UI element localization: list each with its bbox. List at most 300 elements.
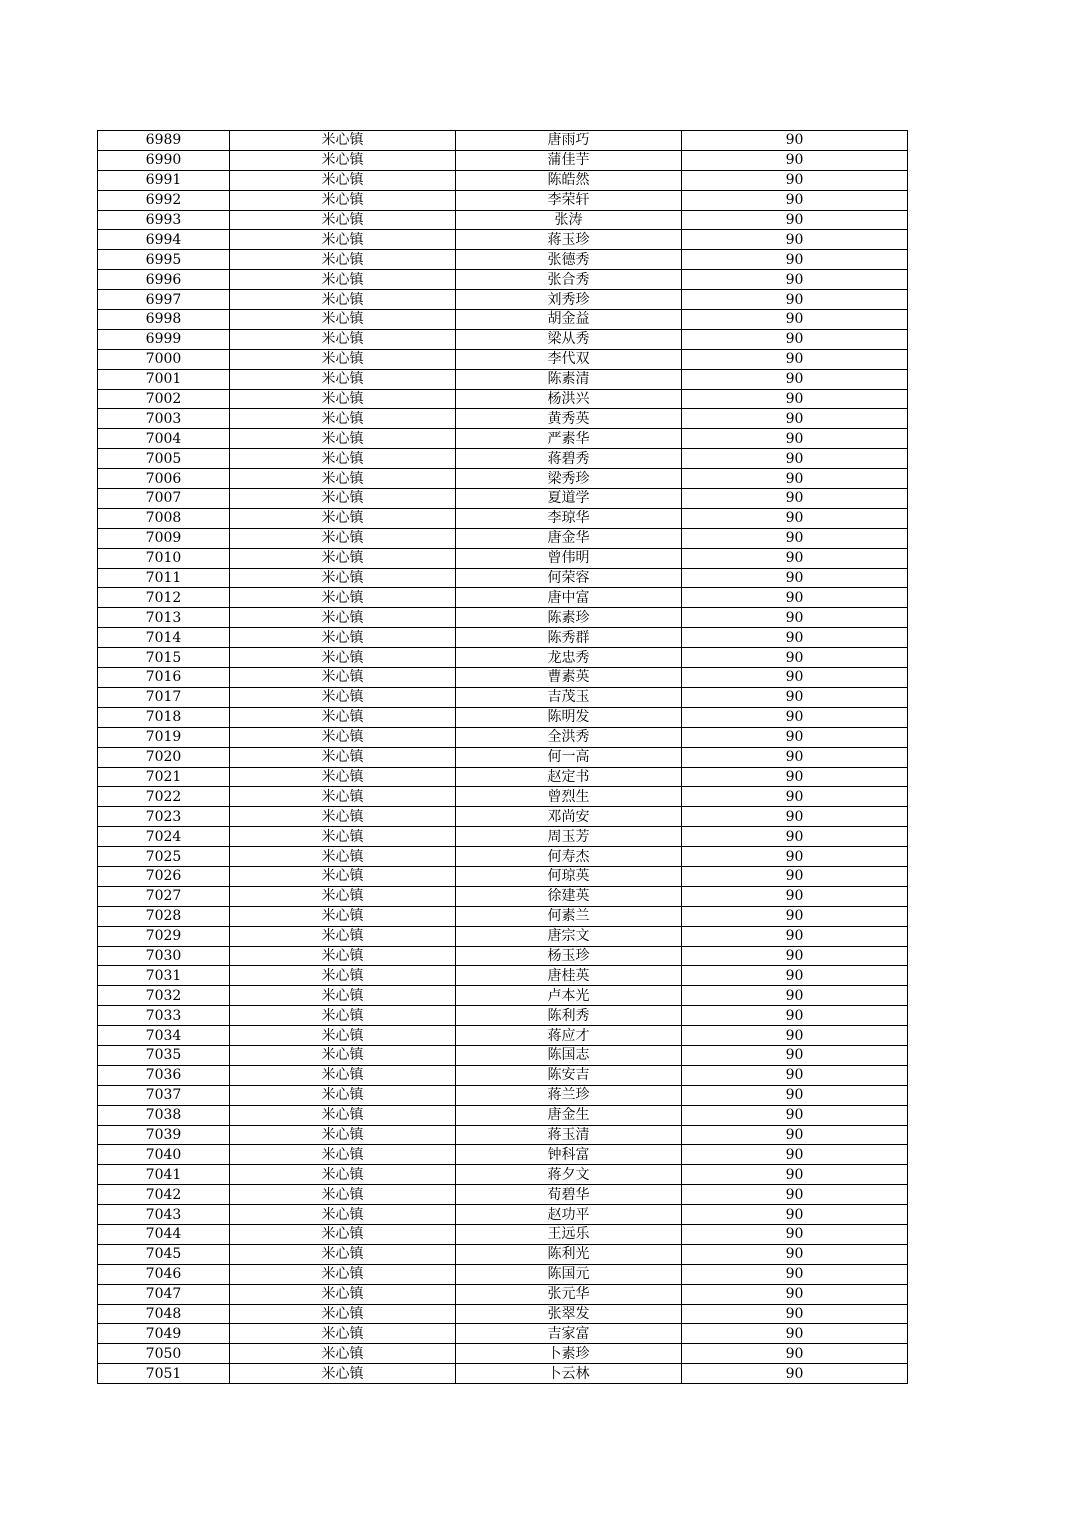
town-cell: 米心镇 bbox=[230, 1264, 456, 1284]
row-number-cell: 7026 bbox=[98, 866, 230, 886]
row-number-cell: 7037 bbox=[98, 1085, 230, 1105]
row-number-cell: 7035 bbox=[98, 1045, 230, 1065]
name-cell: 唐桂英 bbox=[456, 966, 682, 986]
town-cell: 米心镇 bbox=[230, 946, 456, 966]
row-number-cell: 6992 bbox=[98, 190, 230, 210]
table-row bbox=[98, 1264, 908, 1284]
row-number-cell: 6989 bbox=[98, 131, 230, 151]
table-row bbox=[98, 329, 908, 349]
value-cell: 90 bbox=[682, 1244, 908, 1264]
town-cell: 米心镇 bbox=[230, 668, 456, 688]
table-row bbox=[98, 1026, 908, 1046]
table-row bbox=[98, 727, 908, 747]
value-cell: 90 bbox=[682, 866, 908, 886]
table-row bbox=[98, 986, 908, 1006]
town-cell: 米心镇 bbox=[230, 1224, 456, 1244]
table-row bbox=[98, 787, 908, 807]
town-cell: 米心镇 bbox=[230, 1006, 456, 1026]
row-number-cell: 7044 bbox=[98, 1224, 230, 1244]
name-cell: 卜素珍 bbox=[456, 1344, 682, 1364]
table-row bbox=[98, 1105, 908, 1125]
table-row bbox=[98, 489, 908, 509]
row-number-cell: 7046 bbox=[98, 1264, 230, 1284]
value-cell: 90 bbox=[682, 1284, 908, 1304]
value-cell: 90 bbox=[682, 906, 908, 926]
row-number-cell: 7015 bbox=[98, 648, 230, 668]
name-cell: 何素兰 bbox=[456, 906, 682, 926]
value-cell: 90 bbox=[682, 767, 908, 787]
value-cell: 90 bbox=[682, 1264, 908, 1284]
table-row bbox=[98, 250, 908, 270]
value-cell: 90 bbox=[682, 469, 908, 489]
name-cell: 张德秀 bbox=[456, 250, 682, 270]
table-row bbox=[98, 290, 908, 310]
name-cell: 陈利秀 bbox=[456, 1006, 682, 1026]
value-cell: 90 bbox=[682, 1065, 908, 1085]
table-row bbox=[98, 1085, 908, 1105]
town-cell: 米心镇 bbox=[230, 1364, 456, 1384]
table-row bbox=[98, 230, 908, 250]
town-cell: 米心镇 bbox=[230, 966, 456, 986]
town-cell: 米心镇 bbox=[230, 707, 456, 727]
row-number-cell: 6997 bbox=[98, 290, 230, 310]
value-cell: 90 bbox=[682, 131, 908, 151]
name-cell: 张合秀 bbox=[456, 270, 682, 290]
table-row bbox=[98, 1065, 908, 1085]
row-number-cell: 7001 bbox=[98, 369, 230, 389]
table-row bbox=[98, 1344, 908, 1364]
name-cell: 周玉芳 bbox=[456, 827, 682, 847]
town-cell: 米心镇 bbox=[230, 866, 456, 886]
name-cell: 蒋玉珍 bbox=[456, 230, 682, 250]
value-cell: 90 bbox=[682, 827, 908, 847]
value-cell: 90 bbox=[682, 429, 908, 449]
value-cell: 90 bbox=[682, 548, 908, 568]
row-number-cell: 7023 bbox=[98, 807, 230, 827]
row-number-cell: 7045 bbox=[98, 1244, 230, 1264]
name-cell: 李琼华 bbox=[456, 508, 682, 528]
value-cell: 90 bbox=[682, 966, 908, 986]
name-cell: 唐雨巧 bbox=[456, 131, 682, 151]
town-cell: 米心镇 bbox=[230, 528, 456, 548]
row-number-cell: 7011 bbox=[98, 568, 230, 588]
row-number-cell: 7027 bbox=[98, 886, 230, 906]
value-cell: 90 bbox=[682, 568, 908, 588]
town-cell: 米心镇 bbox=[230, 131, 456, 151]
table-row bbox=[98, 190, 908, 210]
table-row bbox=[98, 807, 908, 827]
town-cell: 米心镇 bbox=[230, 1185, 456, 1205]
name-cell: 唐宗文 bbox=[456, 926, 682, 946]
row-number-cell: 7025 bbox=[98, 847, 230, 867]
name-cell: 李代双 bbox=[456, 349, 682, 369]
table-row bbox=[98, 1205, 908, 1225]
table-row bbox=[98, 150, 908, 170]
town-cell: 米心镇 bbox=[230, 886, 456, 906]
row-number-cell: 7008 bbox=[98, 508, 230, 528]
value-cell: 90 bbox=[682, 668, 908, 688]
table-row bbox=[98, 548, 908, 568]
town-cell: 米心镇 bbox=[230, 548, 456, 568]
row-number-cell: 7042 bbox=[98, 1185, 230, 1205]
town-cell: 米心镇 bbox=[230, 1105, 456, 1125]
town-cell: 米心镇 bbox=[230, 1344, 456, 1364]
name-cell: 何荣容 bbox=[456, 568, 682, 588]
name-cell: 梁秀珍 bbox=[456, 469, 682, 489]
table-row bbox=[98, 1364, 908, 1384]
row-number-cell: 6996 bbox=[98, 270, 230, 290]
value-cell: 90 bbox=[682, 270, 908, 290]
name-cell: 龙忠秀 bbox=[456, 648, 682, 668]
name-cell: 严素华 bbox=[456, 429, 682, 449]
town-cell: 米心镇 bbox=[230, 1125, 456, 1145]
table-body bbox=[98, 131, 908, 1384]
table-row bbox=[98, 210, 908, 230]
value-cell: 90 bbox=[682, 1185, 908, 1205]
value-cell: 90 bbox=[682, 449, 908, 469]
name-cell: 杨玉珍 bbox=[456, 946, 682, 966]
name-cell: 陈素珍 bbox=[456, 608, 682, 628]
table-row bbox=[98, 349, 908, 369]
name-cell: 赵功平 bbox=[456, 1205, 682, 1225]
table-row bbox=[98, 310, 908, 330]
name-cell: 蒋玉清 bbox=[456, 1125, 682, 1145]
row-number-cell: 7032 bbox=[98, 986, 230, 1006]
town-cell: 米心镇 bbox=[230, 1324, 456, 1344]
value-cell: 90 bbox=[682, 687, 908, 707]
row-number-cell: 7021 bbox=[98, 767, 230, 787]
table-row bbox=[98, 270, 908, 290]
name-cell: 蒋兰珍 bbox=[456, 1085, 682, 1105]
table-row bbox=[98, 886, 908, 906]
value-cell: 90 bbox=[682, 608, 908, 628]
value-cell: 90 bbox=[682, 369, 908, 389]
value-cell: 90 bbox=[682, 310, 908, 330]
value-cell: 90 bbox=[682, 847, 908, 867]
town-cell: 米心镇 bbox=[230, 270, 456, 290]
value-cell: 90 bbox=[682, 409, 908, 429]
table-row bbox=[98, 170, 908, 190]
value-cell: 90 bbox=[682, 807, 908, 827]
row-number-cell: 6990 bbox=[98, 150, 230, 170]
name-cell: 曾伟明 bbox=[456, 548, 682, 568]
town-cell: 米心镇 bbox=[230, 210, 456, 230]
town-cell: 米心镇 bbox=[230, 1026, 456, 1046]
name-cell: 梁从秀 bbox=[456, 329, 682, 349]
row-number-cell: 7000 bbox=[98, 349, 230, 369]
name-cell: 徐建英 bbox=[456, 886, 682, 906]
town-cell: 米心镇 bbox=[230, 150, 456, 170]
name-cell: 吉家富 bbox=[456, 1324, 682, 1344]
row-number-cell: 7040 bbox=[98, 1145, 230, 1165]
row-number-cell: 7029 bbox=[98, 926, 230, 946]
table-row bbox=[98, 1244, 908, 1264]
table-row bbox=[98, 528, 908, 548]
value-cell: 90 bbox=[682, 1324, 908, 1344]
value-cell: 90 bbox=[682, 1006, 908, 1026]
value-cell: 90 bbox=[682, 389, 908, 409]
name-cell: 吉茂玉 bbox=[456, 687, 682, 707]
town-cell: 米心镇 bbox=[230, 727, 456, 747]
value-cell: 90 bbox=[682, 1145, 908, 1165]
value-cell: 90 bbox=[682, 190, 908, 210]
town-cell: 米心镇 bbox=[230, 310, 456, 330]
row-number-cell: 7002 bbox=[98, 389, 230, 409]
table-row bbox=[98, 588, 908, 608]
row-number-cell: 7024 bbox=[98, 827, 230, 847]
name-cell: 钟科富 bbox=[456, 1145, 682, 1165]
value-cell: 90 bbox=[682, 1105, 908, 1125]
name-cell: 陈秀群 bbox=[456, 628, 682, 648]
table-row bbox=[98, 1185, 908, 1205]
name-cell: 陈素清 bbox=[456, 369, 682, 389]
table-row bbox=[98, 1224, 908, 1244]
name-cell: 张元华 bbox=[456, 1284, 682, 1304]
town-cell: 米心镇 bbox=[230, 847, 456, 867]
name-cell: 蒲佳芋 bbox=[456, 150, 682, 170]
value-cell: 90 bbox=[682, 230, 908, 250]
town-cell: 米心镇 bbox=[230, 807, 456, 827]
value-cell: 90 bbox=[682, 290, 908, 310]
name-cell: 卜云林 bbox=[456, 1364, 682, 1384]
name-cell: 王远乐 bbox=[456, 1224, 682, 1244]
value-cell: 90 bbox=[682, 210, 908, 230]
table-row bbox=[98, 409, 908, 429]
row-number-cell: 7007 bbox=[98, 489, 230, 509]
row-number-cell: 7006 bbox=[98, 469, 230, 489]
town-cell: 米心镇 bbox=[230, 449, 456, 469]
table-row bbox=[98, 827, 908, 847]
name-cell: 陈国志 bbox=[456, 1045, 682, 1065]
row-number-cell: 7017 bbox=[98, 687, 230, 707]
value-cell: 90 bbox=[682, 1165, 908, 1185]
value-cell: 90 bbox=[682, 747, 908, 767]
value-cell: 90 bbox=[682, 1344, 908, 1364]
row-number-cell: 7039 bbox=[98, 1125, 230, 1145]
name-cell: 张涛 bbox=[456, 210, 682, 230]
name-cell: 陈明发 bbox=[456, 707, 682, 727]
town-cell: 米心镇 bbox=[230, 230, 456, 250]
town-cell: 米心镇 bbox=[230, 170, 456, 190]
name-cell: 曾烈生 bbox=[456, 787, 682, 807]
value-cell: 90 bbox=[682, 926, 908, 946]
town-cell: 米心镇 bbox=[230, 389, 456, 409]
town-cell: 米心镇 bbox=[230, 687, 456, 707]
value-cell: 90 bbox=[682, 1205, 908, 1225]
value-cell: 90 bbox=[682, 250, 908, 270]
town-cell: 米心镇 bbox=[230, 1284, 456, 1304]
town-cell: 米心镇 bbox=[230, 1085, 456, 1105]
table-row bbox=[98, 449, 908, 469]
town-cell: 米心镇 bbox=[230, 469, 456, 489]
town-cell: 米心镇 bbox=[230, 1304, 456, 1324]
town-cell: 米心镇 bbox=[230, 986, 456, 1006]
town-cell: 米心镇 bbox=[230, 1145, 456, 1165]
name-cell: 唐金华 bbox=[456, 528, 682, 548]
row-number-cell: 7041 bbox=[98, 1165, 230, 1185]
row-number-cell: 6991 bbox=[98, 170, 230, 190]
row-number-cell: 6993 bbox=[98, 210, 230, 230]
town-cell: 米心镇 bbox=[230, 747, 456, 767]
table-row bbox=[98, 568, 908, 588]
town-cell: 米心镇 bbox=[230, 1045, 456, 1065]
table-row bbox=[98, 429, 908, 449]
name-cell: 蒋应才 bbox=[456, 1026, 682, 1046]
row-number-cell: 6999 bbox=[98, 329, 230, 349]
table-row bbox=[98, 369, 908, 389]
data-table bbox=[97, 130, 908, 1384]
town-cell: 米心镇 bbox=[230, 1244, 456, 1264]
row-number-cell: 7012 bbox=[98, 588, 230, 608]
row-number-cell: 7014 bbox=[98, 628, 230, 648]
value-cell: 90 bbox=[682, 170, 908, 190]
value-cell: 90 bbox=[682, 1125, 908, 1145]
value-cell: 90 bbox=[682, 1224, 908, 1244]
table-row bbox=[98, 1045, 908, 1065]
table-row bbox=[98, 847, 908, 867]
town-cell: 米心镇 bbox=[230, 250, 456, 270]
table-row bbox=[98, 1125, 908, 1145]
row-number-cell: 7031 bbox=[98, 966, 230, 986]
town-cell: 米心镇 bbox=[230, 489, 456, 509]
table-row bbox=[98, 707, 908, 727]
town-cell: 米心镇 bbox=[230, 369, 456, 389]
name-cell: 荀碧华 bbox=[456, 1185, 682, 1205]
name-cell: 夏道学 bbox=[456, 489, 682, 509]
name-cell: 邓尚安 bbox=[456, 807, 682, 827]
town-cell: 米心镇 bbox=[230, 1205, 456, 1225]
town-cell: 米心镇 bbox=[230, 608, 456, 628]
row-number-cell: 7010 bbox=[98, 548, 230, 568]
row-number-cell: 7018 bbox=[98, 707, 230, 727]
value-cell: 90 bbox=[682, 1304, 908, 1324]
row-number-cell: 7013 bbox=[98, 608, 230, 628]
table-row bbox=[98, 946, 908, 966]
value-cell: 90 bbox=[682, 489, 908, 509]
name-cell: 刘秀珍 bbox=[456, 290, 682, 310]
town-cell: 米心镇 bbox=[230, 906, 456, 926]
value-cell: 90 bbox=[682, 349, 908, 369]
town-cell: 米心镇 bbox=[230, 1165, 456, 1185]
value-cell: 90 bbox=[682, 727, 908, 747]
name-cell: 赵定书 bbox=[456, 767, 682, 787]
row-number-cell: 7016 bbox=[98, 668, 230, 688]
table-row bbox=[98, 648, 908, 668]
value-cell: 90 bbox=[682, 648, 908, 668]
row-number-cell: 7020 bbox=[98, 747, 230, 767]
name-cell: 唐中富 bbox=[456, 588, 682, 608]
row-number-cell: 7004 bbox=[98, 429, 230, 449]
row-number-cell: 7030 bbox=[98, 946, 230, 966]
town-cell: 米心镇 bbox=[230, 926, 456, 946]
table-row bbox=[98, 131, 908, 151]
row-number-cell: 7038 bbox=[98, 1105, 230, 1125]
row-number-cell: 7028 bbox=[98, 906, 230, 926]
town-cell: 米心镇 bbox=[230, 827, 456, 847]
table-row bbox=[98, 668, 908, 688]
row-number-cell: 7036 bbox=[98, 1065, 230, 1085]
name-cell: 李荣轩 bbox=[456, 190, 682, 210]
value-cell: 90 bbox=[682, 329, 908, 349]
name-cell: 胡金益 bbox=[456, 310, 682, 330]
row-number-cell: 6998 bbox=[98, 310, 230, 330]
table-row bbox=[98, 1006, 908, 1026]
value-cell: 90 bbox=[682, 528, 908, 548]
town-cell: 米心镇 bbox=[230, 628, 456, 648]
town-cell: 米心镇 bbox=[230, 190, 456, 210]
table-row bbox=[98, 508, 908, 528]
row-number-cell: 7050 bbox=[98, 1344, 230, 1364]
row-number-cell: 7033 bbox=[98, 1006, 230, 1026]
table-row bbox=[98, 687, 908, 707]
town-cell: 米心镇 bbox=[230, 648, 456, 668]
name-cell: 蒋夕文 bbox=[456, 1165, 682, 1185]
row-number-cell: 7051 bbox=[98, 1364, 230, 1384]
value-cell: 90 bbox=[682, 1364, 908, 1384]
name-cell: 何寿杰 bbox=[456, 847, 682, 867]
row-number-cell: 7005 bbox=[98, 449, 230, 469]
value-cell: 90 bbox=[682, 946, 908, 966]
row-number-cell: 7043 bbox=[98, 1205, 230, 1225]
name-cell: 卢本光 bbox=[456, 986, 682, 1006]
value-cell: 90 bbox=[682, 787, 908, 807]
name-cell: 蒋碧秀 bbox=[456, 449, 682, 469]
row-number-cell: 7009 bbox=[98, 528, 230, 548]
table-row bbox=[98, 389, 908, 409]
value-cell: 90 bbox=[682, 1085, 908, 1105]
table-row bbox=[98, 1284, 908, 1304]
table-row bbox=[98, 866, 908, 886]
value-cell: 90 bbox=[682, 588, 908, 608]
name-cell: 曹素英 bbox=[456, 668, 682, 688]
table-row bbox=[98, 767, 908, 787]
row-number-cell: 7048 bbox=[98, 1304, 230, 1324]
table-row bbox=[98, 966, 908, 986]
name-cell: 陈皓然 bbox=[456, 170, 682, 190]
town-cell: 米心镇 bbox=[230, 1065, 456, 1085]
row-number-cell: 7049 bbox=[98, 1324, 230, 1344]
town-cell: 米心镇 bbox=[230, 409, 456, 429]
town-cell: 米心镇 bbox=[230, 568, 456, 588]
table-row bbox=[98, 1165, 908, 1185]
row-number-cell: 7003 bbox=[98, 409, 230, 429]
row-number-cell: 7019 bbox=[98, 727, 230, 747]
value-cell: 90 bbox=[682, 628, 908, 648]
name-cell: 杨洪兴 bbox=[456, 389, 682, 409]
row-number-cell: 6995 bbox=[98, 250, 230, 270]
town-cell: 米心镇 bbox=[230, 290, 456, 310]
town-cell: 米心镇 bbox=[230, 767, 456, 787]
name-cell: 张翠发 bbox=[456, 1304, 682, 1324]
name-cell: 陈利光 bbox=[456, 1244, 682, 1264]
town-cell: 米心镇 bbox=[230, 349, 456, 369]
value-cell: 90 bbox=[682, 986, 908, 1006]
name-cell: 陈安吉 bbox=[456, 1065, 682, 1085]
value-cell: 90 bbox=[682, 886, 908, 906]
table-row bbox=[98, 747, 908, 767]
table-row bbox=[98, 926, 908, 946]
row-number-cell: 7022 bbox=[98, 787, 230, 807]
name-cell: 唐金生 bbox=[456, 1105, 682, 1125]
table-row bbox=[98, 628, 908, 648]
value-cell: 90 bbox=[682, 707, 908, 727]
value-cell: 90 bbox=[682, 508, 908, 528]
table-row bbox=[98, 1145, 908, 1165]
value-cell: 90 bbox=[682, 1045, 908, 1065]
table-row bbox=[98, 469, 908, 489]
town-cell: 米心镇 bbox=[230, 429, 456, 449]
town-cell: 米心镇 bbox=[230, 588, 456, 608]
